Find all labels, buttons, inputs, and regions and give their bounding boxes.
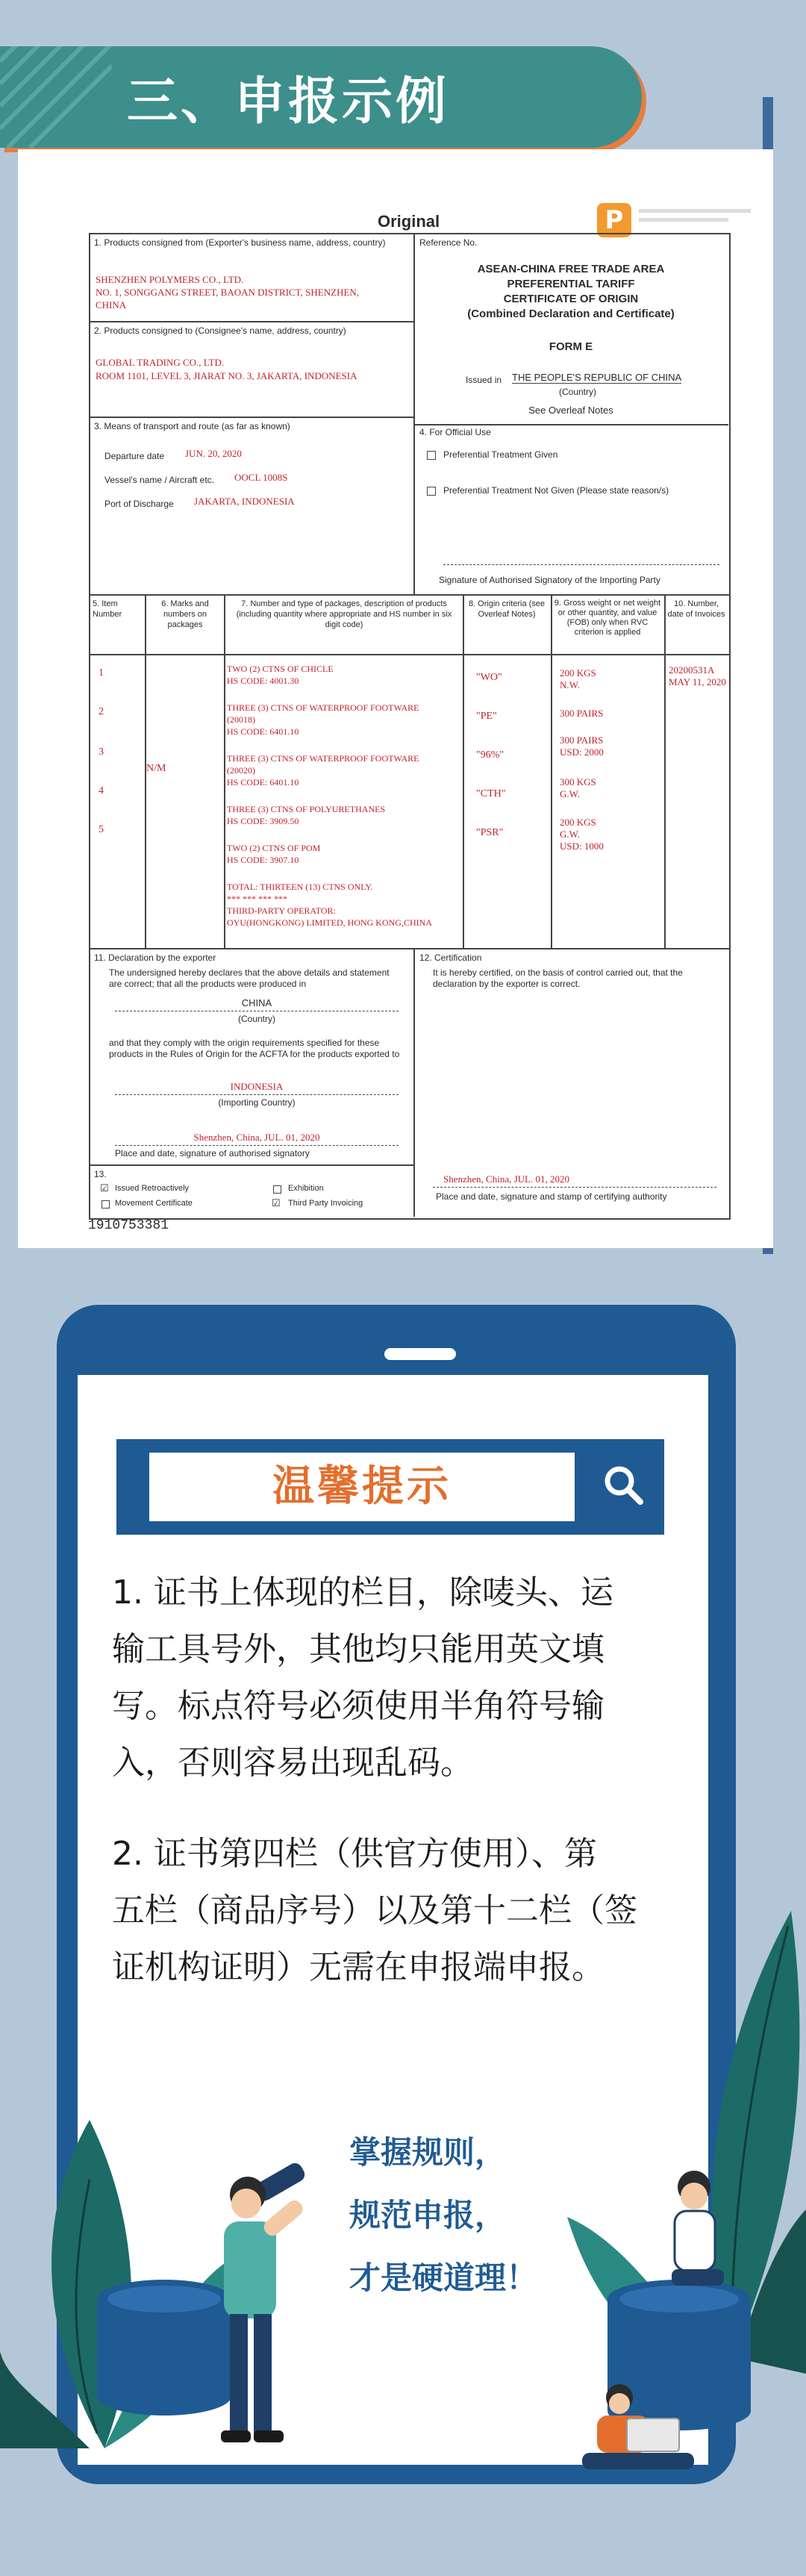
box11-place-label: Place and date, signature of authorised signatory	[115, 1148, 310, 1158]
cert-title-1: ASEAN-CHINA FREE TRADE AREA	[477, 263, 665, 275]
description-list	[227, 663, 463, 929]
box11-country-label2: (Importing Country)	[218, 1097, 296, 1108]
item-number: 2	[99, 706, 104, 717]
quantity-value: 200 KGS	[560, 667, 596, 679]
origin-criterion: "PSR"	[476, 827, 504, 838]
box13-option4: Third Party Invoicing	[288, 1199, 363, 1208]
description-line: HS CODE: 4001.30	[227, 676, 299, 686]
invoice-date: MAY 11, 2020	[669, 676, 726, 687]
checkbox-movement	[101, 1200, 110, 1209]
tip-line: 证机构证明）无需在申报端申报。	[112, 1948, 604, 1986]
cert-title-3: CERTIFICATE OF ORIGIN	[503, 293, 639, 305]
consignee-line1: GLOBAL TRADING CO., LTD.	[96, 357, 225, 368]
quantity-value: 300 PAIRS	[560, 735, 604, 746]
origin-criterion: "WO"	[476, 672, 502, 683]
vessel-label: Vessel's name / Aircraft etc.	[104, 475, 215, 485]
serial-number: 1910753381	[88, 1218, 169, 1233]
origin-criterion: "96%"	[476, 749, 504, 761]
box2-label: 2. Products consigned to (Consignee's name, address, country)	[94, 325, 346, 336]
invoice-number: 20200531A	[669, 664, 715, 676]
checkbox-exhibition	[273, 1185, 281, 1194]
person-with-laptop-illustration	[575, 2381, 724, 2486]
box11-text2: and that they comply with the origin requirements specified for these products in the Rules of Origin for the ACFTA for the products exported to	[109, 1038, 400, 1059]
description-line: TWO (2) CTNS OF CHICLE	[227, 664, 334, 674]
quantity-value: USD: 1000	[560, 841, 604, 852]
phone-speaker	[384, 1348, 456, 1360]
tip-line: 2. 证书第四栏（供官方使用）、第	[112, 1835, 597, 1873]
checkmark-icon: ☑	[100, 1182, 109, 1194]
vessel-value: OOCL 1008S	[234, 472, 288, 483]
description-line: HS CODE: 6401.10	[227, 726, 299, 737]
box13-option3: Movement Certificate	[115, 1199, 193, 1208]
checkbox-preferential-given	[427, 451, 436, 460]
description-line: HS CODE: 6401.10	[227, 777, 299, 788]
box1-label: 1. Products consigned from (Exporter's business name, address, country)	[94, 237, 386, 248]
tip-line: 输工具号外，其他均只能用英文填	[112, 1630, 604, 1668]
description-line: (20018)	[227, 714, 255, 725]
person-on-vase-illustration	[642, 2165, 746, 2299]
tip-line: 入，否则容易出现乱码。	[112, 1744, 473, 1782]
col9-header: 9. Gross weight or net weight or other quantity, and value (FOB) only when RVC criterion is applied	[554, 599, 661, 637]
original-label: Original	[378, 212, 440, 231]
description-line: TWO (2) CTNS OF POM	[227, 843, 321, 853]
issued-in-label: Issued in	[466, 375, 502, 385]
consignee-line2: ROOM 1101, LEVEL 3, JIARAT NO. 3, JAKARTA, INDONESIA	[96, 370, 357, 381]
page-title: 三、申报示例	[127, 72, 450, 131]
checkbox-preferential-not-given	[427, 487, 436, 496]
box4-option1: Preferential Treatment Given	[443, 449, 558, 460]
tip-line: 1. 证书上体现的栏目，除唛头、运	[112, 1574, 613, 1612]
search-icon	[597, 1460, 649, 1512]
exporter-line1: SHENZHEN POLYMERS CO., LTD.	[96, 274, 244, 285]
description-line: OYU(HONGKONG) LIMITED, HONG KONG,CHINA	[227, 917, 432, 928]
col10-header: 10. Number, date of Invoices	[667, 599, 725, 619]
slogan-line: 才是硬道理！	[349, 2260, 538, 2296]
description-line: HS CODE: 3907.10	[227, 855, 299, 865]
description-line: THREE (3) CTNS OF WATERPROOF FOOTWARE	[227, 702, 419, 713]
col6-header: 6. Marks and numbers on packages	[161, 599, 209, 629]
box13-option1: Issued Retroactively	[115, 1184, 190, 1193]
box4-option2: Preferential Treatment Not Given (Please state reason/s)	[443, 485, 669, 496]
issued-in-value: THE PEOPLE'S REPUBLIC OF CHINA	[512, 372, 682, 383]
description-line: THREE (3) CTNS OF WATERPROOF FOOTWARE	[227, 753, 419, 764]
signature-line	[443, 564, 719, 565]
reference-label: Reference No.	[419, 237, 478, 248]
description-line: THREE (3) CTNS OF POLYURETHANES	[227, 804, 386, 814]
logo-text-decoration	[639, 218, 728, 222]
box13-option2: Exhibition	[288, 1184, 324, 1193]
tip-title: 温馨提示	[272, 1462, 452, 1511]
quantity-value: 300 PAIRS	[560, 708, 604, 719]
description-line: *** *** *** ***	[227, 894, 287, 904]
overleaf-notes: See Overleaf Notes	[528, 405, 613, 416]
certificate-document	[18, 149, 773, 1248]
box13-label: 13.	[94, 1169, 107, 1179]
box4-signature-label: Signature of Authorised Signatory of the Importing Party	[439, 575, 660, 585]
item-number: 3	[99, 746, 104, 758]
item-number: 4	[99, 785, 104, 796]
country-line	[115, 1094, 399, 1095]
description-line: HS CODE: 3909.50	[227, 816, 299, 826]
col8-header: 8. Origin criteria (see Overleaf Notes)	[468, 599, 546, 619]
item-number: 5	[99, 824, 104, 835]
box11-place-value: Shenzhen, China, JUL. 01, 2020	[193, 1132, 320, 1143]
box11-text1: The undersigned hereby declares that the above details and statement are correct; that all the products were produced in	[109, 967, 390, 989]
origin-criterion: "PE"	[476, 711, 497, 722]
item-number: 1	[99, 667, 104, 679]
box12-place-label: Place and date, signature and stamp of certifying authority	[436, 1191, 667, 1202]
quantity-value: 300 KGS	[560, 776, 596, 788]
col7-header: 7. Number and type of packages, description of products (including quantity where appropriate and HS number in six digit code)	[236, 599, 452, 629]
logo-text-decoration	[639, 209, 751, 213]
quantity-value: N.W.	[560, 679, 580, 690]
departure-label: Departure date	[104, 451, 165, 461]
form-e-label: FORM E	[549, 340, 593, 353]
exporter-line2: NO. 1, SONGGANG STREET, BAOAN DISTRICT, SHENZHEN,	[96, 287, 360, 298]
box12-place-value: Shenzhen, China, JUL. 01, 2020	[443, 1173, 569, 1185]
country-label: (Country)	[558, 387, 596, 397]
place-line	[433, 1187, 716, 1188]
slogan-line: 掌握规则，	[349, 2134, 507, 2171]
departure-value: JUN. 20, 2020	[185, 448, 242, 459]
port-value: JAKARTA, INDONESIA	[194, 496, 295, 507]
checkmark-icon: ☑	[272, 1197, 281, 1209]
slogan-line: 规范申报，	[349, 2197, 507, 2233]
cert-title-2: PREFERENTIAL TARIFF	[507, 278, 635, 290]
box12-text: It is hereby certified, on the basis of control carried out, that the declaration by the exporter is correct.	[433, 967, 683, 989]
banner-stripe-decoration	[0, 46, 112, 148]
quantity-value: G.W.	[560, 829, 580, 840]
description-line: TOTAL: THIRTEEN (13) CTNS ONLY.	[227, 882, 373, 892]
tip-paragraph-1	[112, 1565, 694, 1791]
quantity-value: G.W.	[560, 788, 580, 799]
box3-label: 3. Means of transport and route (as far as known)	[94, 421, 290, 431]
quantity-value: USD: 2000	[560, 746, 604, 758]
col5-header: 5. Item Number	[93, 599, 122, 619]
box11-label: 11. Declaration by the exporter	[94, 952, 216, 963]
logo-icon: P	[597, 203, 631, 237]
quantity-value: 200 KGS	[560, 817, 596, 828]
marks-value: N/M	[146, 763, 166, 774]
place-line	[115, 1145, 399, 1146]
box12-label: 12. Certification	[419, 952, 482, 963]
exporter-line3: CHINA	[96, 299, 127, 311]
box4-label: 4. For Official Use	[419, 427, 491, 437]
port-label: Port of Discharge	[104, 499, 174, 509]
box11-country1: CHINA	[241, 997, 272, 1008]
tip-line: 五栏（商品序号）以及第十二栏（签	[112, 1892, 637, 1930]
description-line: (20020)	[227, 765, 255, 776]
origin-criterion: "CTH"	[476, 788, 506, 799]
cert-title-4: (Combined Declaration and Certificate)	[467, 308, 675, 320]
person-with-telescope-illustration	[194, 2150, 328, 2463]
tip-line: 写。标点符号必须使用半角符号输	[112, 1687, 604, 1725]
box11-country-label1: (Country)	[237, 1014, 275, 1024]
description-line: THIRD-PARTY OPERATOR:	[227, 905, 336, 916]
box11-country2: INDONESIA	[230, 1081, 284, 1092]
